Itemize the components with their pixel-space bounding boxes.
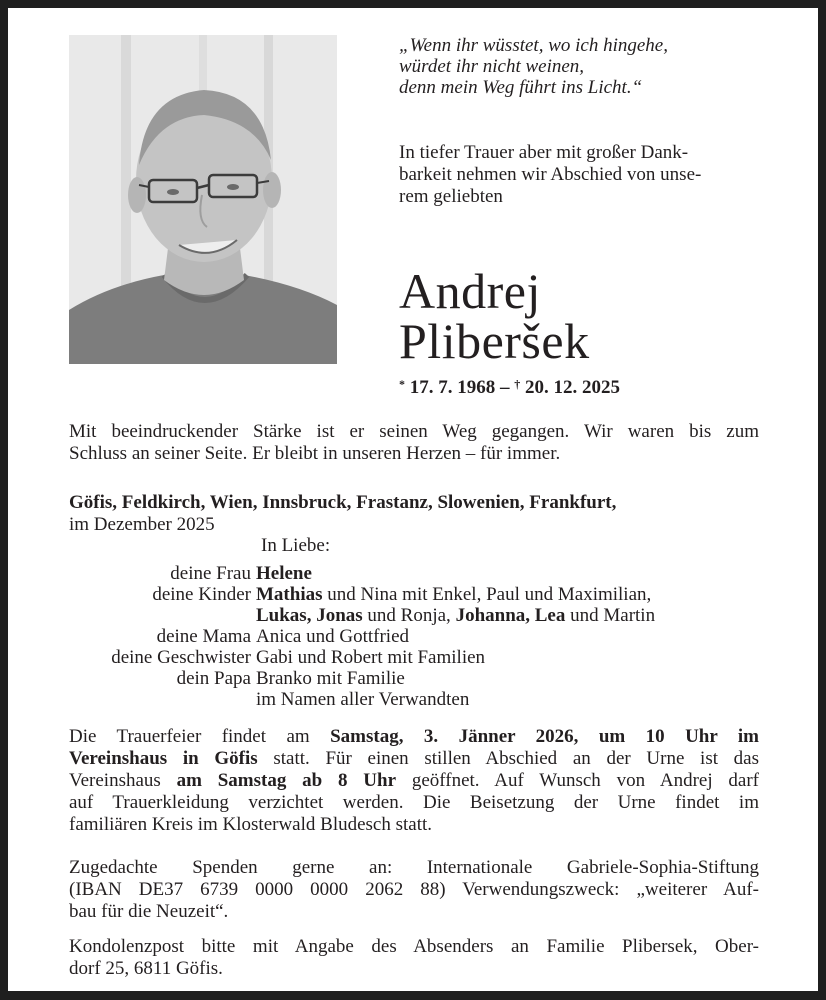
condolence-address [69, 936, 759, 980]
family-row [69, 605, 769, 626]
locations: Göfis, Feldkirch, Wien, Innsbruck, Frastanz, Slowenien, Frankfurt, [69, 492, 617, 513]
funeral-line: familiären Kreis im Klosterwald Bludesch statt. [69, 814, 433, 835]
family-row [69, 668, 769, 689]
tribute-line: Mit beeindruckender Stärke ist er seinen Weg gegangen. Wir waren bis zum [69, 421, 759, 442]
funeral-line: auf Trauerkleidung verzichtet werden. Die Beisetzung der Urne findet im [69, 792, 759, 813]
family-names: Helene [256, 563, 312, 584]
places-and-date [69, 492, 759, 536]
last-name: Pliberšek [399, 313, 590, 369]
donation-line: Zugedachte Spenden gerne an: Internationale Gabriele-Sophia-Stiftung [69, 857, 759, 878]
relation-label: deine Frau [170, 563, 251, 584]
relation-label: deine Geschwister [111, 647, 251, 668]
obituary-notice [8, 8, 818, 991]
family-row [69, 584, 769, 605]
notice-date: im Dezember 2025 [69, 514, 215, 535]
life-dates [399, 373, 620, 399]
relation-label: deine Mama [156, 626, 251, 647]
memorial-quote [399, 35, 799, 98]
death-symbol: † [514, 377, 521, 391]
intro-line: In tiefer Trauer aber mit großer Dank- [399, 142, 689, 163]
family-list [69, 563, 769, 710]
funeral-line: Vereinshaus am Samstag ab 8 Uhr geöffnet. Auf Wunsch von Andrej darf [69, 770, 759, 791]
relation-label [69, 605, 256, 626]
family-names: Mathias und Nina mit Enkel, Paul und Maximilian, [256, 584, 652, 605]
quote-line: denn mein Weg führt ins Licht.“ [399, 77, 643, 98]
birth-symbol: * [399, 377, 405, 391]
condolence-line: dorf 25, 6811 Göfis. [69, 958, 223, 979]
quote-line: „Wenn ihr wüsstet, wo ich hingehe, [399, 35, 668, 56]
deceased-name [399, 263, 590, 369]
family-names: Anica und Gottfried [256, 626, 410, 647]
donation-info [69, 857, 759, 923]
portrait-image [69, 35, 337, 364]
donation-line: bau für die Neuzeit“. [69, 901, 229, 922]
family-names: Lukas, Jonas und Ronja, Johanna, Lea und Martin [256, 605, 656, 626]
death-date: 20. 12. 2025 [525, 377, 620, 398]
funeral-details [69, 726, 759, 836]
tribute-line: Schluss an seiner Seite. Er bleibt in unseren Herzen – für immer. [69, 443, 561, 464]
family-row [69, 647, 769, 668]
condolence-line: Kondolenzpost bitte mit Angabe des Absenders an Familie Plibersek, Ober- [69, 936, 759, 957]
first-name: Andrej [399, 263, 541, 319]
quote-line: würdet ihr nicht weinen, [399, 56, 585, 77]
family-row [69, 563, 769, 584]
tribute-paragraph [69, 421, 759, 465]
funeral-line: Die Trauerfeier findet am Samstag, 3. Jänner 2026, um 10 Uhr im [69, 726, 759, 747]
intro-text [399, 142, 799, 208]
intro-line: rem geliebten [399, 186, 503, 207]
in-love-label: In Liebe: [261, 535, 331, 556]
portrait-photo [69, 35, 337, 364]
family-row [69, 689, 769, 710]
funeral-line: Vereinshaus in Göfis statt. Für einen stillen Abschied an der Urne ist das [69, 748, 760, 769]
family-names: Gabi und Robert mit Familien [256, 647, 486, 668]
family-names: Branko mit Familie [256, 668, 405, 689]
birth-date: 17. 7. 1968 [409, 377, 496, 398]
relation-label [69, 689, 256, 710]
family-names: im Namen aller Verwandten [256, 689, 470, 710]
intro-line: barkeit nehmen wir Abschied von unse- [399, 164, 702, 185]
relation-label: dein Papa [176, 668, 251, 689]
relation-label: deine Kinder [152, 584, 251, 605]
donation-line: (IBAN DE37 6739 0000 0000 2062 88) Verwendungszweck: „weiterer Auf- [69, 879, 759, 900]
date-separator: – [495, 377, 515, 398]
family-row [69, 626, 769, 647]
